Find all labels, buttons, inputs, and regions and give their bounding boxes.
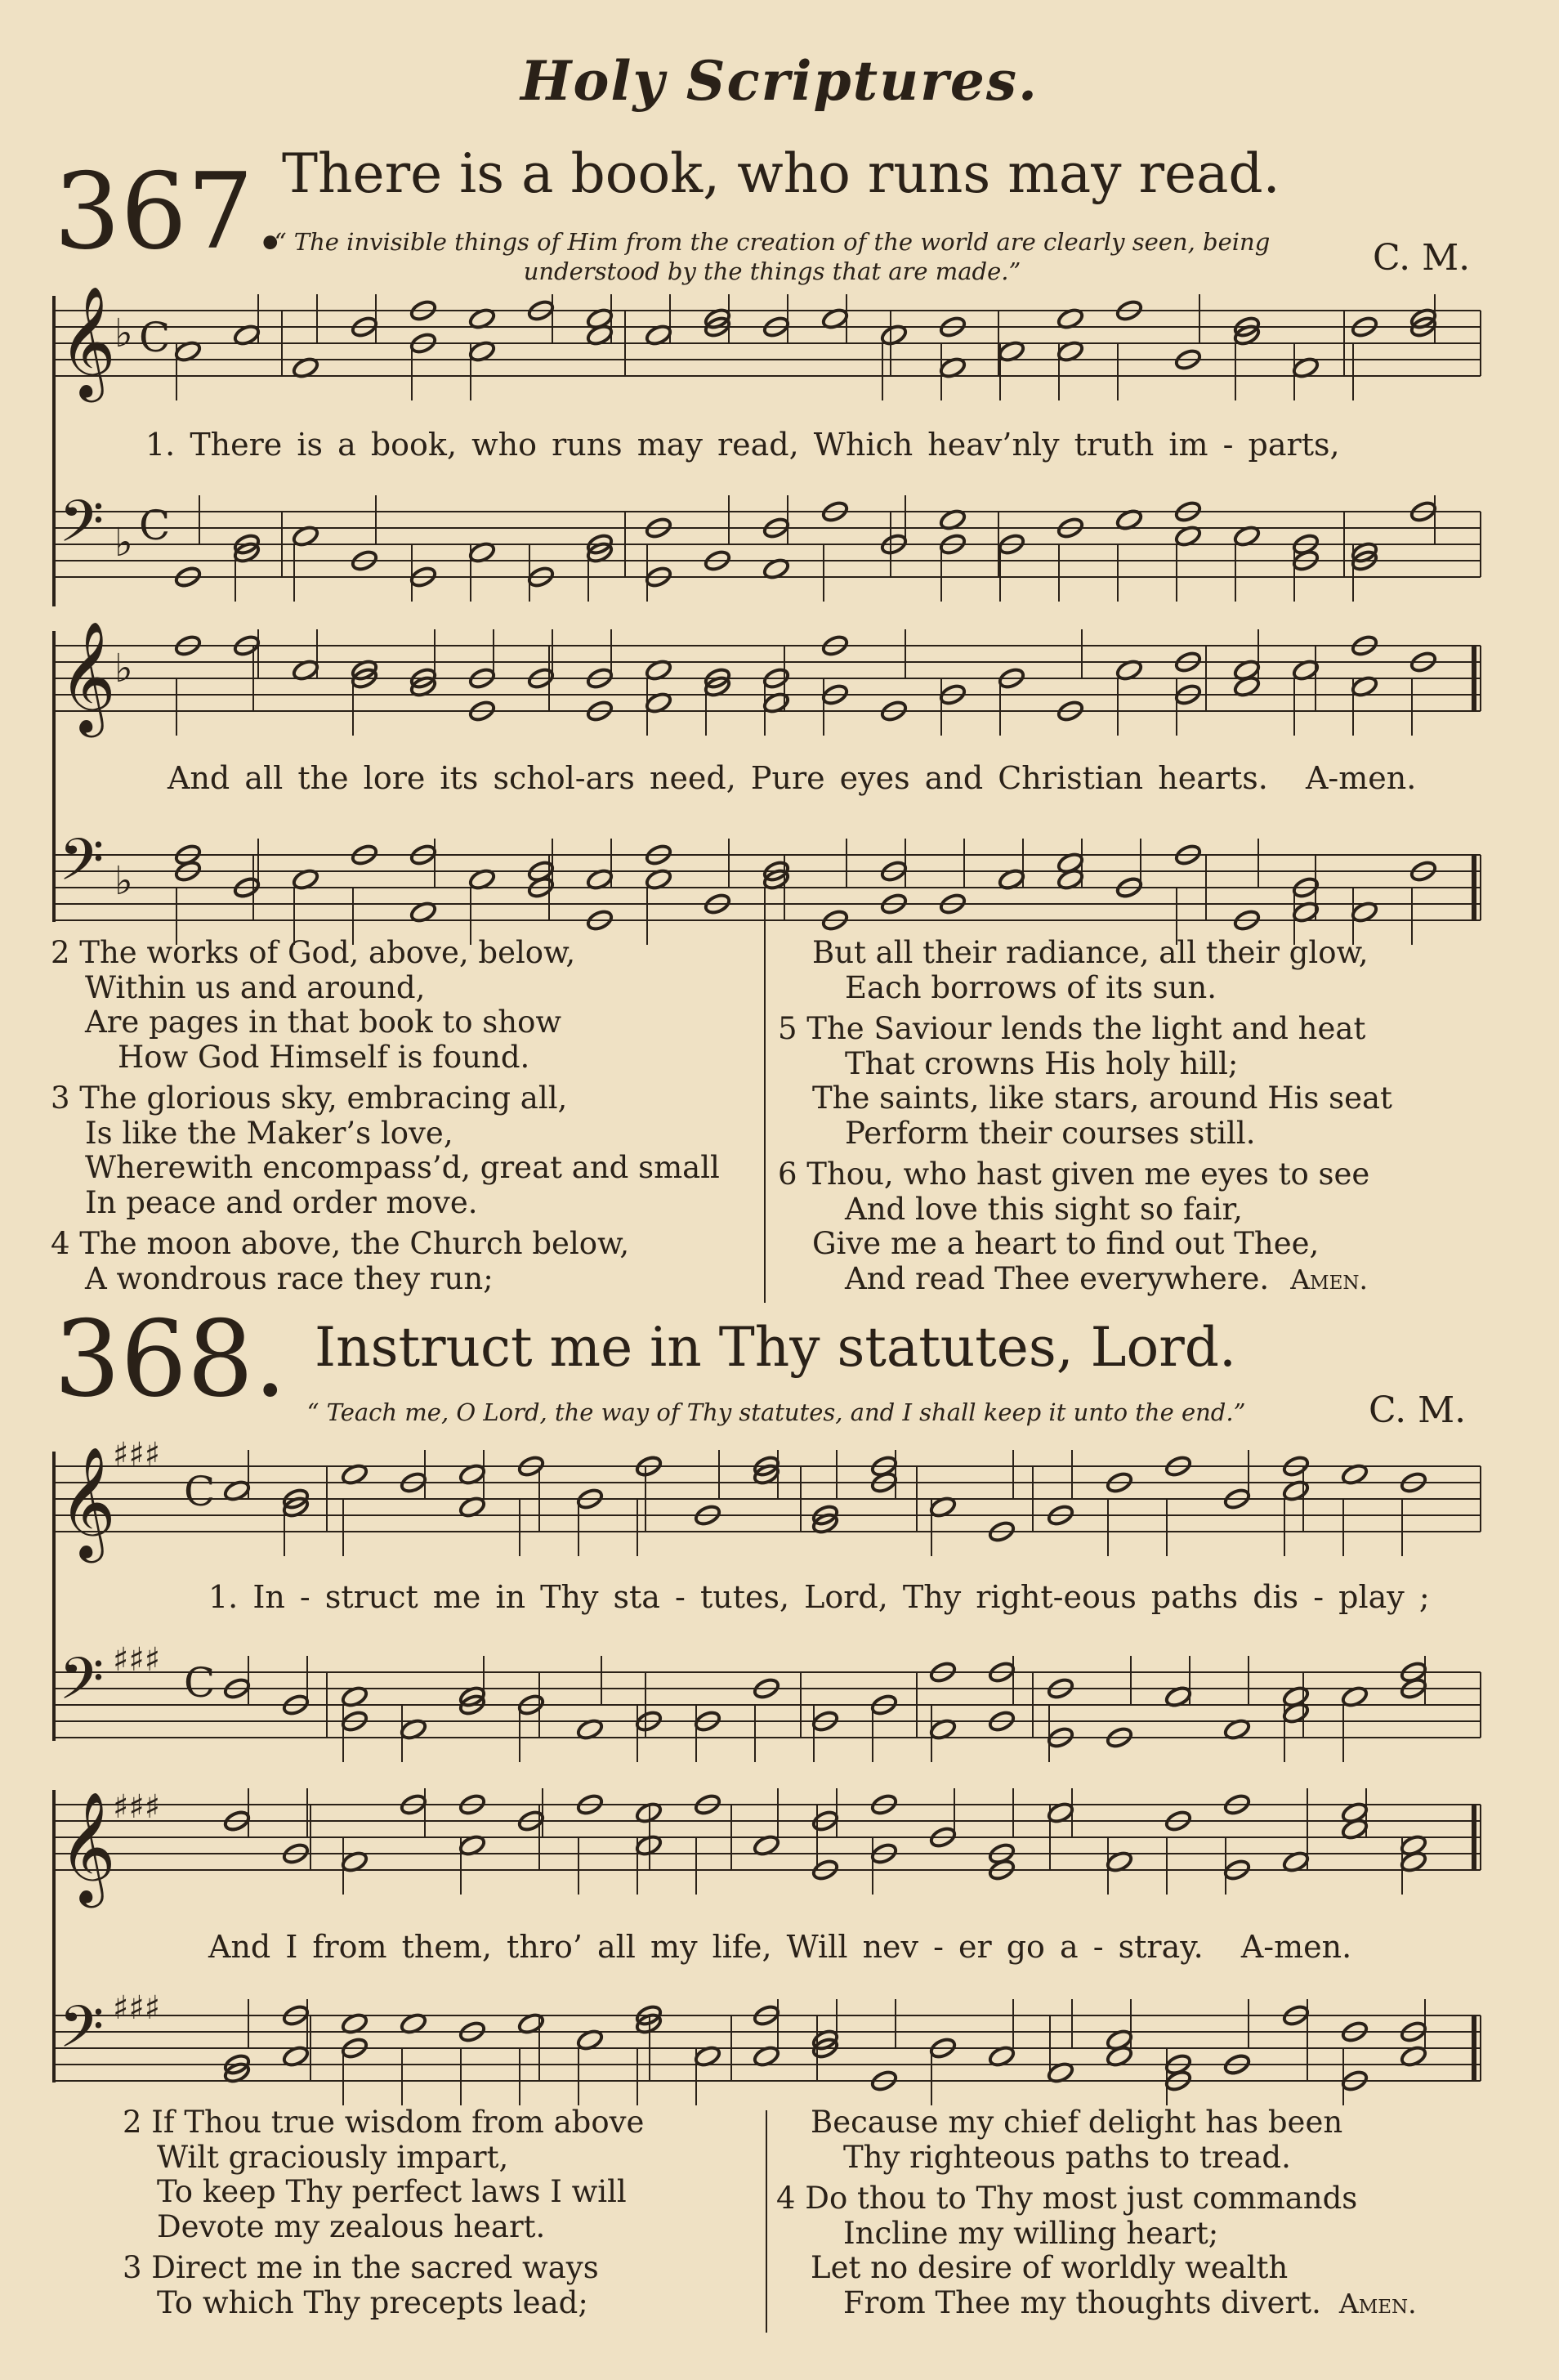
sharp-icon: ♯: [113, 1436, 129, 1474]
time-signature: C: [139, 502, 171, 549]
meter-368: C. M.: [1369, 1389, 1467, 1431]
key-signature-flat: ♭: [114, 858, 133, 904]
time-signature: C: [184, 1659, 216, 1707]
key-signature-flat: ♭: [114, 311, 133, 356]
verse-line: Wherewith encompass’d, great and small: [85, 1150, 720, 1185]
lyrics-368-line1: 1. In - struct me in Thy sta - tutes, Lord, Thy right-eous paths dis - play ;: [208, 1579, 1430, 1615]
sharp-icon: ♯: [144, 1788, 161, 1826]
verse-line: Let no desire of worldly wealth: [811, 2250, 1289, 2285]
lyrics-368-line2: [208, 1929, 1351, 1965]
treble-clef-icon: 𝄞: [59, 1790, 116, 1903]
epigraph-368: “ Teach me, O Lord, the way of Thy statutes, and I shall keep it unto the end.”: [306, 1398, 1246, 1426]
key-signature-sharps: [113, 1788, 160, 1826]
key-signature-sharps: [113, 1437, 178, 1473]
verse-line: That crowns His holy hill;: [845, 1045, 1239, 1081]
lyrics-368-line2-text: And I from them, thro’ all my life, Will nev - er go a - stray.: [208, 1929, 1204, 1965]
verse-line: Is like the Maker’s love,: [85, 1115, 453, 1151]
lyrics-367-line1: 1. There is a book, who runs may read, Which heav’nly truth im - parts,: [145, 427, 1340, 463]
verse-line: Wilt graciously impart,: [157, 2139, 509, 2175]
time-signature: C: [139, 314, 171, 361]
section-title: Holy Scriptures.: [520, 49, 1039, 113]
sharp-icon: ♯: [113, 1989, 129, 2027]
verse-line: Incline my willing heart;: [843, 2215, 1219, 2251]
treble-clef-icon: 𝄞: [59, 1445, 116, 1558]
verse-line: Are pages in that book to show: [85, 1004, 562, 1040]
hymn-title-368: Instruct me in Thy statutes, Lord.: [315, 1316, 1237, 1379]
verse-line: A wondrous race they run;: [85, 1260, 494, 1296]
bass-clef-icon: 𝄢: [59, 826, 105, 908]
lyrics-367-line2: [168, 760, 1416, 796]
bass-clef-icon: 𝄢: [59, 488, 105, 570]
verse-line: 5 The Saviour lends the light and heat: [778, 1011, 1366, 1046]
verse-line: 4 The moon above, the Church below,: [51, 1226, 630, 1261]
sharp-icon: ♯: [144, 1641, 161, 1679]
verses-368-right: [776, 2105, 1417, 2321]
verse-line: 2 The works of God, above, below,: [51, 935, 576, 970]
hymn-title-367: There is a book, who runs may read.: [282, 142, 1280, 205]
time-signature: C: [184, 1468, 216, 1515]
key-signature-flat: ♭: [114, 520, 133, 566]
verse-line: Thy righteous paths to tread.: [843, 2139, 1291, 2175]
bass-clef-icon: 𝄢: [59, 1993, 105, 2075]
verse-line: The saints, like stars, around His seat: [812, 1080, 1392, 1116]
verse-line: But all their radiance, all their glow,: [812, 935, 1369, 970]
verses-368-left: [123, 2105, 644, 2320]
treble-clef-icon: 𝄞: [59, 284, 116, 397]
amen-367: Amen.: [1290, 1263, 1368, 1295]
verse-line: 6 Thou, who hast given me eyes to see: [778, 1156, 1370, 1192]
verse-line: To keep Thy perfect laws I will: [157, 2174, 627, 2209]
sharp-icon: ♯: [113, 1788, 129, 1826]
verse-line: Each borrows of its sun.: [845, 969, 1217, 1005]
verse-line: 3 The glorious sky, embracing all,: [51, 1080, 568, 1116]
sharp-icon: ♯: [128, 1641, 145, 1679]
verse-line: 3 Direct me in the sacred ways: [123, 2250, 599, 2285]
verse-line: Perform their courses still.: [845, 1115, 1256, 1151]
column-divider: [764, 940, 766, 1303]
key-signature-sharps: [113, 1641, 160, 1679]
key-signature-flat: ♭: [114, 646, 133, 691]
verse-line: Give me a heart to find out Thee,: [812, 1226, 1320, 1261]
verses-367-left: [51, 936, 720, 1296]
verse-line: [778, 1262, 1392, 1298]
verse-line: Devote my zealous heart.: [157, 2208, 546, 2244]
hymn-number-368: 368.: [54, 1299, 287, 1420]
verse-line: Because my chief delight has been: [811, 2105, 1343, 2140]
column-divider: [766, 2110, 767, 2333]
verse-line: Within us and around,: [85, 969, 426, 1005]
verse-line: [776, 2286, 1417, 2322]
verse-line: 4 Do thou to Thy most just commands: [776, 2181, 1358, 2216]
sharp-icon: ♯: [144, 1989, 161, 2027]
sharp-icon: ♯: [144, 1436, 161, 1474]
epigraph-367-line2: understood by the things that are made.”: [523, 257, 1021, 285]
verse-line: And love this sight so fair,: [845, 1191, 1243, 1227]
verse-line: To which Thy precepts lead;: [157, 2284, 588, 2320]
sharp-icon: ♯: [113, 1641, 129, 1679]
amen-label-368: A-men.: [1240, 1929, 1352, 1965]
lyrics-367-line2-text: And all the lore its schol-ars need, Pure eyes and Christian hearts.: [168, 760, 1268, 796]
sharp-icon: ♯: [128, 1436, 145, 1474]
key-signature-sharps: [113, 1989, 160, 2027]
verse-line-text: From Thee my thoughts divert.: [843, 2284, 1321, 2320]
epigraph-367-line1: “ The invisible things of Him from the creation of the world are clearly seen, being: [274, 228, 1271, 256]
amen-368: Amen.: [1338, 2287, 1417, 2320]
sharp-icon: ♯: [128, 1788, 145, 1826]
hymn-number-367: 367.: [54, 151, 287, 273]
amen-label-367: A-men.: [1305, 760, 1417, 796]
verses-367-right: [778, 936, 1392, 1297]
meter-367: C. M.: [1373, 237, 1471, 279]
treble-clef-icon: 𝄞: [59, 620, 116, 732]
bass-clef-icon: 𝄢: [59, 1645, 105, 1727]
verse-line: In peace and order move.: [85, 1184, 478, 1220]
verse-line: How God Himself is found.: [118, 1039, 530, 1075]
verse-line: 2 If Thou true wisdom from above: [123, 2105, 645, 2140]
sharp-icon: ♯: [128, 1989, 145, 2027]
verse-line-text: And read Thee everywhere.: [845, 1260, 1270, 1296]
